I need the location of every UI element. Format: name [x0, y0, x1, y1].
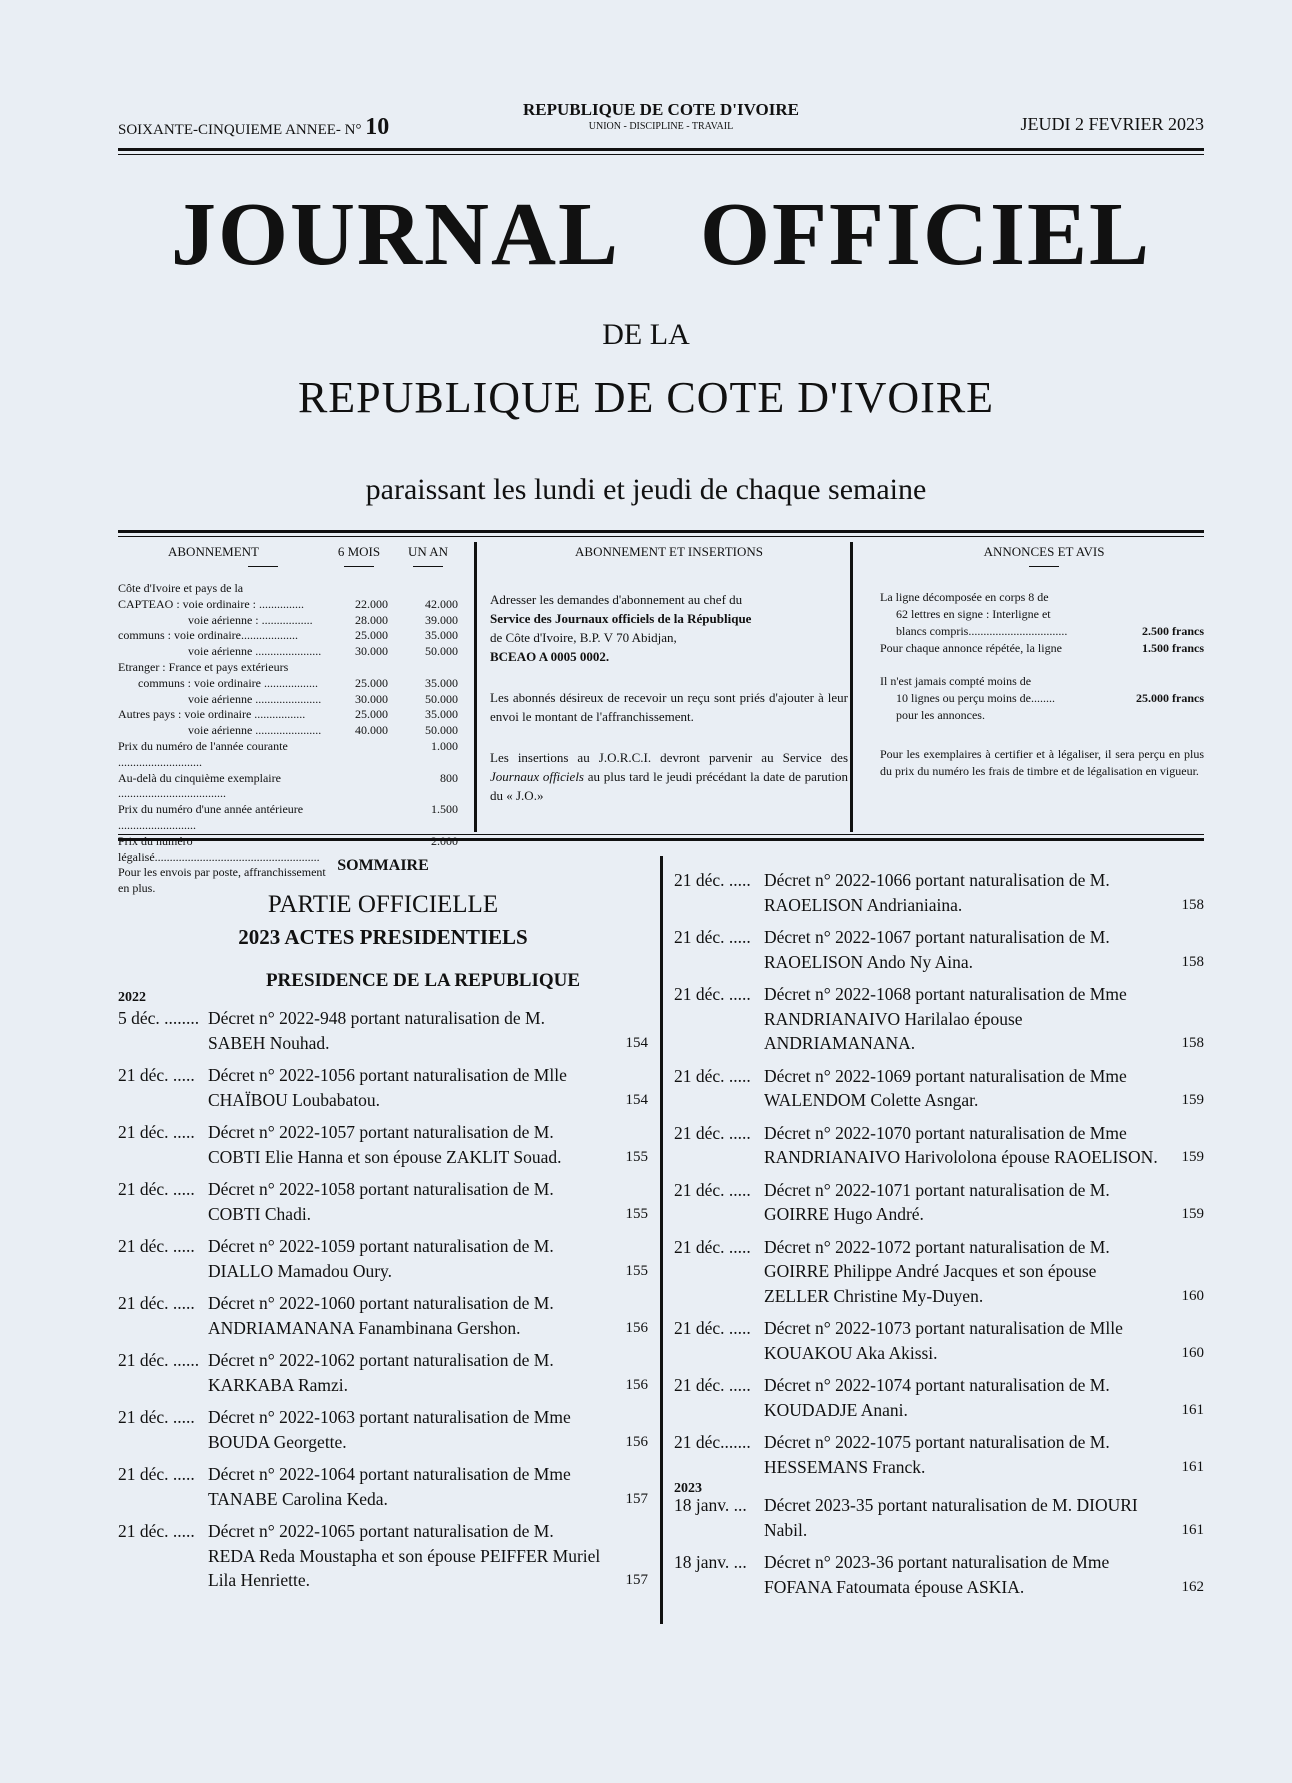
entry-page: 157 — [625, 1490, 648, 1507]
rate-row — [118, 613, 458, 629]
entry-title: Décret n° 2022-1075 portant naturalisation de M. HESSEMANS Franck. — [764, 1432, 1110, 1477]
address-bp: de Côte d'Ivoire, B.P. V 70 Abidjan, — [490, 630, 677, 645]
entry-title: Décret n° 2022-1066 portant naturalisation de M. RAOELISON Andrianiaina. — [764, 870, 1110, 915]
sommaire-entry — [674, 1550, 1204, 1599]
rate-row — [118, 707, 458, 723]
ann-price: 2.500 francs — [1142, 624, 1204, 638]
ann-line: Il n'est jamais compté moins de — [880, 674, 1032, 688]
rates-col-one-year: UN AN — [407, 544, 449, 559]
entry-page: 155 — [625, 1262, 648, 1279]
rate-label: Prix du numéro d'une année antérieure .......................... — [118, 802, 304, 832]
rate-6-months — [340, 739, 388, 771]
sommaire-entry — [674, 1235, 1204, 1309]
title-word-officiel: OFFICIEL — [699, 185, 1152, 284]
rate-one-year: 35.000 — [425, 628, 458, 643]
entry-date: 21 déc. ..... — [118, 1293, 195, 1313]
rate-row — [118, 581, 458, 597]
entry-title: Décret n° 2022-1059 portant naturalisation de M. DIALLO Mamadou Oury. — [208, 1236, 554, 1281]
sommaire-entry — [674, 1430, 1204, 1479]
entry-page: 159 — [1181, 1149, 1204, 1165]
sommaire-entry — [674, 1064, 1204, 1113]
year-2023: 2023 — [674, 1481, 702, 1496]
entry-date: 21 déc....... — [674, 1432, 751, 1452]
rate-6-months: 28.000 — [355, 612, 388, 627]
announcements-heading: ANNONCES ET AVIS — [983, 544, 1105, 559]
address-line: Adresser les demandes d'abonnement au chef du — [490, 592, 743, 607]
subscription-rates — [118, 544, 458, 897]
rate-label: Pour les envois par poste, affranchissement en plus. — [118, 865, 326, 896]
sommaire-entry — [674, 868, 1204, 917]
sommaire-entry — [674, 1373, 1204, 1422]
header-rule — [118, 148, 1204, 151]
rate-one-year: 50.000 — [425, 723, 458, 738]
entry-page: 160 — [1181, 1287, 1204, 1304]
rate-row — [118, 660, 458, 676]
entry-title: Décret n° 2022-1068 portant naturalisation de Mme RANDRIANAIVO Harilalao épouse ANDRIAMANANA. — [764, 984, 1127, 1053]
entry-date: 21 déc. ..... — [118, 1407, 195, 1427]
rates-col-6-months: 6 MOIS — [337, 544, 381, 559]
partie-officielle: PARTIE OFFICIELLE — [267, 891, 499, 918]
rate-label: voie aérienne ...................... — [188, 723, 322, 738]
sommaire-entry — [674, 1178, 1204, 1227]
entry-title: Décret n° 2023-36 portant naturalisation de Mme FOFANA Fatoumata épouse ASKIA. — [764, 1552, 1110, 1597]
ann-line: 62 lettres en signe : Interligne et — [896, 607, 1051, 621]
entry-date: 21 déc. ..... — [118, 1521, 195, 1541]
rate-one-year — [388, 660, 458, 676]
issue-header — [118, 100, 1204, 144]
entry-page: 155 — [625, 1205, 648, 1222]
rate-one-year: 42.000 — [425, 596, 458, 611]
rate-6-months: 25.000 — [355, 707, 388, 722]
entry-title: Décret n° 2022-948 portant naturalisation de M. SABEH Nouhad. — [208, 1008, 545, 1053]
entry-date: 21 déc. ..... — [674, 927, 751, 947]
rate-one-year: 1.000 — [431, 738, 458, 753]
entry-date: 21 déc. ...... — [118, 1350, 200, 1370]
rate-label: voie aérienne ...................... — [188, 691, 322, 706]
entry-page: 161 — [1181, 1401, 1204, 1418]
sommaire-entry — [118, 1006, 648, 1055]
entry-title: Décret n° 2022-1073 portant naturalisation de Mlle KOUAKOU Aka Akissi. — [764, 1318, 1123, 1363]
entry-page: 158 — [1181, 953, 1204, 970]
issue-date: JEUDI 2 FEVRIER 2023 — [1020, 114, 1204, 134]
rate-one-year: 2.000 — [431, 833, 458, 848]
sommaire-heading: SOMMAIRE — [337, 857, 429, 874]
entry-date: 5 déc. ........ — [118, 1008, 200, 1028]
publication-frequency: paraissant les lundi et jeudi de chaque semaine — [365, 473, 927, 506]
entry-title: Décret n° 2022-1057 portant naturalisation de M. COBTI Elie Hanna et son épouse ZAKLIT Souad. — [208, 1122, 562, 1167]
entry-page: 157 — [625, 1572, 648, 1588]
subtitle-republique: REPUBLIQUE DE COTE D'IVOIRE — [297, 373, 995, 422]
rate-label: communs : voie ordinaire................... — [118, 628, 298, 643]
subtitle-de-la: DE LA — [602, 318, 690, 351]
rate-label: Autres pays : voie ordinaire ................. — [118, 707, 306, 722]
entry-page: 156 — [625, 1319, 648, 1336]
title-word-journal: JOURNAL — [170, 185, 620, 284]
entry-date: 18 janv. ... — [674, 1495, 747, 1515]
deadline-part1: Les insertions au J.O.R.C.I. devront parvenir au Service des — [490, 750, 848, 765]
box-separator — [474, 542, 477, 832]
rate-one-year: 1.500 — [431, 802, 458, 817]
rate-6-months — [340, 660, 388, 676]
entry-date: 21 déc. ..... — [118, 1065, 195, 1085]
rate-6-months — [340, 802, 388, 834]
entry-page: 162 — [1181, 1578, 1204, 1595]
box-bottom-rule — [118, 838, 1204, 841]
entry-page: 158 — [1181, 896, 1204, 913]
insertions-heading: ABONNEMENT ET INSERTIONS — [575, 544, 763, 559]
legalisation-note: Pour les exemplaires à certifier et à légaliser, il sera perçu en plus du prix du numéro les frais de timbre et de légalisation en vigueur. — [880, 747, 1204, 778]
entry-page: 160 — [1181, 1344, 1204, 1361]
rate-label: Au-delà du cinquième exemplaire .................................... — [118, 770, 281, 801]
entry-title: Décret n° 2022-1060 portant naturalisation de M. ANDRIAMANANA Fanambinana Gershon. — [208, 1293, 554, 1338]
issue-number-value: 10 — [365, 114, 390, 140]
rate-one-year: 35.000 — [425, 675, 458, 690]
rate-row — [118, 676, 458, 692]
ann-line: La ligne décomposée en corps 8 de — [880, 590, 1049, 604]
rate-6-months: 40.000 — [355, 723, 388, 738]
republic-name: REPUBLIQUE DE COTE D'IVOIRE — [523, 100, 799, 119]
entry-title: Décret n° 2022-1058 portant naturalisation de M. COBTI Chadi. — [208, 1179, 554, 1224]
ann-price: 1.500 francs — [1142, 641, 1204, 655]
rate-label: Côte d'Ivoire et pays de la — [118, 581, 244, 595]
sommaire-entry — [118, 1120, 648, 1169]
sommaire-entry — [118, 1519, 648, 1593]
ann-price: 25.000 francs — [1136, 691, 1204, 705]
entry-title: Décret n° 2022-1062 portant naturalisation de M. KARKABA Ramzi. — [208, 1350, 554, 1395]
year-2022: 2022 — [118, 990, 146, 1005]
entry-date: 21 déc. ..... — [118, 1464, 195, 1484]
entry-date: 21 déc. ..... — [674, 870, 751, 890]
entry-date: 21 déc. ..... — [674, 1318, 751, 1338]
presidence-heading: PRESIDENCE DE LA REPUBLIQUE — [265, 970, 581, 991]
entry-date: 21 déc. ..... — [674, 1122, 751, 1143]
sommaire-entry — [118, 1177, 648, 1226]
entry-page: 156 — [625, 1433, 648, 1450]
rate-label: Etranger : France et pays extérieurs — [118, 659, 289, 674]
column-separator — [660, 856, 663, 1624]
entry-title: Décret 2023-35 portant naturalisation de M. DIOURI Nabil. — [764, 1495, 1138, 1540]
rate-row — [118, 723, 458, 739]
address-bceao: BCEAO A 0005 0002. — [490, 649, 610, 664]
rate-row — [118, 597, 458, 613]
entry-page: 161 — [1181, 1458, 1204, 1475]
insertions-info — [490, 544, 848, 805]
rate-6-months: 22.000 — [355, 596, 388, 611]
rate-6-months — [340, 581, 388, 597]
sommaire-entry — [118, 1462, 648, 1511]
sommaire-entry — [118, 1348, 648, 1397]
rate-row — [118, 644, 458, 660]
rate-label: voie aérienne : ................. — [188, 612, 313, 627]
rate-one-year: 39.000 — [425, 612, 458, 627]
year-label: SOIXANTE-CINQUIEME ANNEE- N° — [118, 122, 362, 138]
entry-page: 154 — [625, 1034, 648, 1051]
sommaire-entry — [674, 1316, 1204, 1365]
entry-title: Décret n° 2022-1071 portant naturalisation de M. GOIRRE Hugo André. — [764, 1179, 1110, 1224]
box-separator — [850, 542, 853, 832]
rate-row — [118, 739, 458, 771]
entry-date: 21 déc. ..... — [118, 1179, 195, 1199]
rate-6-months: 30.000 — [355, 644, 388, 659]
entry-title: Décret n° 2022-1070 portant naturalisation de Mme RANDRIANAIVO Harivololona épouse RAOELISON. — [764, 1122, 1158, 1167]
rate-row — [118, 802, 458, 834]
rate-one-year: 800 — [440, 770, 458, 785]
entry-date: 18 janv. ... — [674, 1552, 747, 1572]
ann-line: blancs compris................................. — [896, 624, 1068, 638]
sommaire-entry — [118, 1291, 648, 1340]
entry-title: Décret n° 2022-1069 portant naturalisation de Mme WALENDOM Colette Asngar. — [764, 1065, 1127, 1110]
sommaire-entry — [118, 1234, 648, 1283]
insertions-deadline — [490, 748, 848, 805]
journal-title — [118, 185, 1204, 284]
sommaire-right — [674, 868, 1204, 1607]
entry-title: Décret n° 2022-1074 portant naturalisation de M. KOUDADJE Anani. — [764, 1375, 1110, 1420]
rates-table — [118, 581, 458, 897]
rate-one-year: 50.000 — [425, 691, 458, 706]
entry-date: 21 déc. ..... — [674, 1375, 751, 1395]
entry-page: 158 — [1181, 1035, 1204, 1051]
entry-date: 21 déc. ..... — [674, 1179, 751, 1200]
announcements-info — [864, 544, 1204, 780]
entry-page: 155 — [625, 1148, 648, 1165]
rate-label: CAPTEAO : voie ordinaire : ............... — [118, 596, 304, 611]
sommaire-entry — [674, 1121, 1204, 1170]
ann-line: Pour chaque annonce répétée, la ligne — [880, 641, 1062, 655]
rate-one-year: 50.000 — [425, 644, 458, 659]
sommaire-entry — [674, 982, 1204, 1056]
insertions-address — [490, 590, 848, 666]
rate-row — [118, 628, 458, 644]
rate-label: Prix du numéro légalisé....................................................... — [118, 833, 320, 864]
sommaire-left — [118, 857, 648, 1601]
rate-label: communs : voie ordinaire .................. — [138, 675, 318, 690]
entry-title: Décret n° 2022-1072 portant naturalisation de M. GOIRRE Philippe André Jacques et son épouse ZELLER Christine My-Duyen. — [764, 1236, 1110, 1306]
rate-6-months: 25.000 — [355, 675, 388, 690]
sommaire-entry — [674, 925, 1204, 974]
actes-presidentiels: 2023 ACTES PRESIDENTIELS — [238, 925, 528, 949]
rate-one-year — [388, 581, 458, 597]
entry-date: 21 déc. ..... — [674, 1236, 751, 1257]
rates-heading: ABONNEMENT — [168, 544, 259, 559]
entry-page: 154 — [625, 1091, 648, 1108]
rate-one-year: 35.000 — [425, 707, 458, 722]
entry-title: Décret n° 2022-1056 portant naturalisation de Mlle CHAÏBOU Loubabatou. — [208, 1065, 567, 1110]
entry-page: 161 — [1181, 1521, 1204, 1538]
entry-title: Décret n° 2022-1064 portant naturalisation de Mme TANABE Carolina Keda. — [208, 1464, 571, 1509]
entry-date: 21 déc. ..... — [118, 1236, 195, 1256]
motto: UNION - DISCIPLINE - TRAVAIL — [588, 121, 734, 132]
sommaire-entry — [674, 1493, 1204, 1542]
entry-date: 21 déc. ..... — [674, 984, 751, 1004]
box-bottom-rule-thin — [118, 834, 1204, 835]
receipt-note: Les abonnés désireux de recevoir un reçu sont priés d'ajouter à leur envoi le montant de l'affranchissement. — [490, 690, 848, 724]
entry-page: 159 — [1181, 1092, 1204, 1108]
deadline-emphasis: Journaux officiels — [490, 769, 584, 784]
entry-date: 21 déc. ..... — [674, 1065, 751, 1086]
header-rule-thin — [118, 154, 1204, 155]
address-service: Service des Journaux officiels de la République — [490, 611, 752, 626]
deadline-part2: au plus tard le jeudi précédant la date de parution du « J.O.» — [490, 769, 848, 803]
rate-6-months: 30.000 — [355, 691, 388, 706]
rate-row — [118, 771, 458, 803]
entry-title: Décret n° 2022-1065 portant naturalisation de M. REDA Reda Moustapha et son épouse PEIFFER Muriel Lila Henriette. — [208, 1521, 601, 1590]
rate-label: voie aérienne ...................... — [188, 644, 322, 659]
rate-label: Prix du numéro de l'année courante ............................ — [118, 738, 288, 769]
sommaire-entry — [118, 1405, 648, 1454]
entry-title: Décret n° 2022-1067 portant naturalisation de M. RAOELISON Ando Ny Aina. — [764, 927, 1110, 972]
rate-6-months — [340, 771, 388, 803]
entry-page: 156 — [625, 1376, 648, 1393]
entry-date: 21 déc. ..... — [118, 1122, 195, 1142]
entry-title: Décret n° 2022-1063 portant naturalisation de Mme BOUDA Georgette. — [208, 1407, 571, 1452]
rate-6-months: 25.000 — [355, 628, 388, 643]
entry-page: 159 — [1181, 1206, 1204, 1222]
sommaire-entry — [118, 1063, 648, 1112]
rate-row — [118, 692, 458, 708]
ann-line: 10 lignes ou perçu moins de........ — [896, 691, 1055, 705]
ann-line: pour les annonces. — [896, 708, 985, 722]
